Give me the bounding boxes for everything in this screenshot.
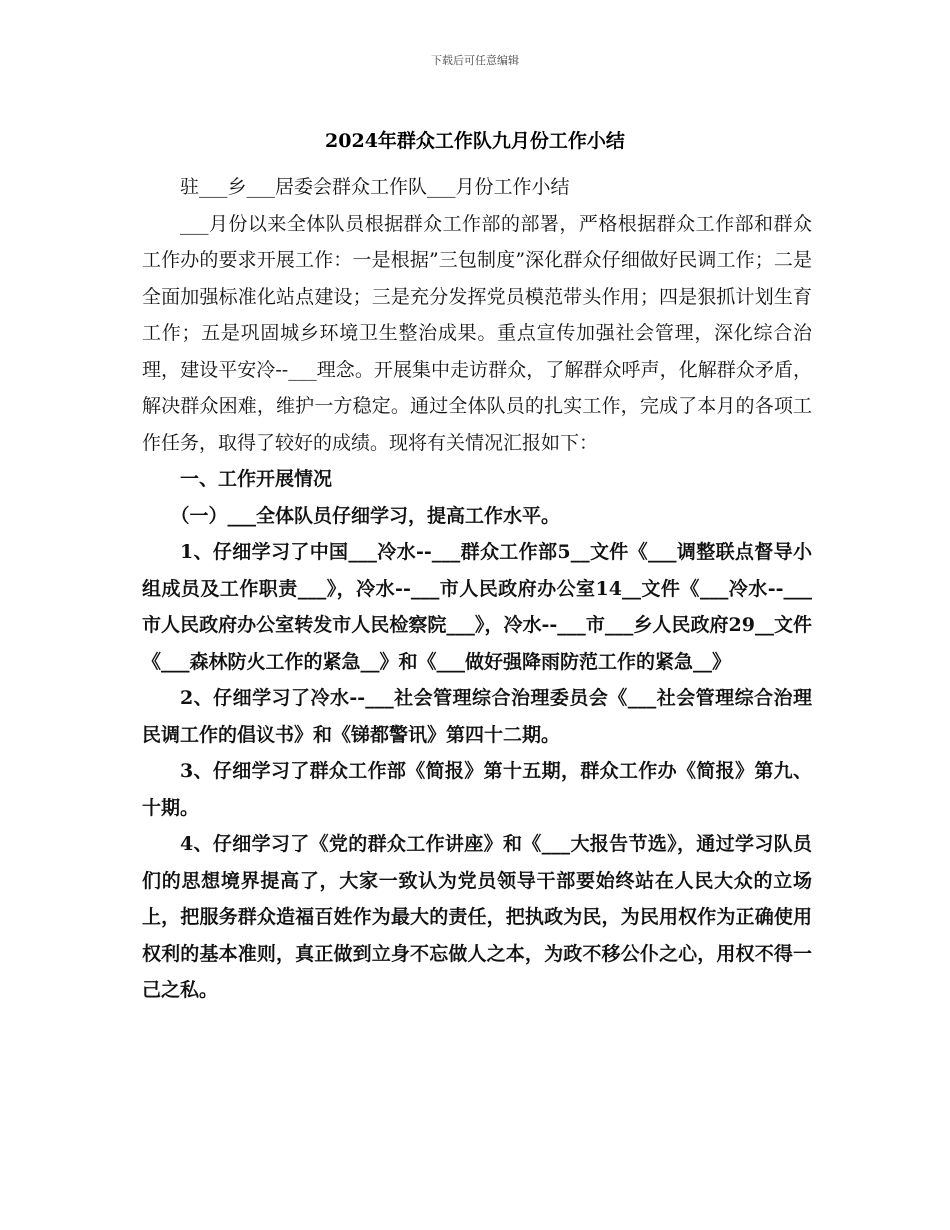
section-heading: 一、工作开展情况 xyxy=(180,468,333,490)
header-note: 下载后可任意编辑 xyxy=(431,54,519,67)
list-item-2: 2、仔细学习了冷水--___社会管理综合治理委员会《___社会管理综合治理民调工作的倡议书》和《锑都警讯》第四十二期。 xyxy=(142,687,812,746)
subsection-heading: （一）___全体队员仔细学习，提高工作水平。 xyxy=(170,504,561,527)
subtitle-line: 驻___乡___居委会群众工作队___月份工作小结 xyxy=(180,176,570,198)
list-item-4: 4、仔细学习了《党的群众工作讲座》和《___大报告节选》，通过学习队员们的思想境界提高了，大家一致认为党员领导干部要始终站在人民大众的立场上，把服务群众造福百姓作为最大的责任，把执政为民，为民用权作为正确使用权利的基本准则，真正做到立身不忘做人之本，为政不移公仆之心，用权不得一己之私。 xyxy=(142,833,812,1001)
list-item-1: 1、仔细学习了中国___冷水--___群众工作部5__文件《___调整联点督导小组成员及工作职责___》，冷水--___市人民政府办公室14__文件《___冷水--___市人民政府办公室转发市人民检察院___》，冷水--___市___乡人民政府29__文件《___森林防火工作的紧急__》和《___做好强降雨防范工作的紧急__》 xyxy=(142,541,812,673)
document-body xyxy=(142,169,812,1009)
list-item-3: 3、仔细学习了群众工作部《简报》第十五期，群众工作办《简报》第九、十期。 xyxy=(142,760,812,819)
document-title: 2024年群众工作队九月份工作小结 xyxy=(325,130,625,152)
intro-paragraph: ___月份以来全体队员根据群众工作部的部署，严格根据群众工作部和群众工作办的要求开展工作：一是根据”三包制度”深化群众仔细做好民调工作；二是全面加强标准化站点建设；三是充分发挥党员模范带头作用；四是狠抓计划生育工作；五是巩固城乡环境卫生整治成果。重点宣传加强社会管理，深化综合治理，建设平安冷--___理念。开展集中走访群众，了解群众呼声，化解群众矛盾，解决群众困难，维护一方稳定。通过全体队员的扎实工作，完成了本月的各项工作任务，取得了较好的成绩。现将有关情况汇报如下： xyxy=(142,212,812,454)
